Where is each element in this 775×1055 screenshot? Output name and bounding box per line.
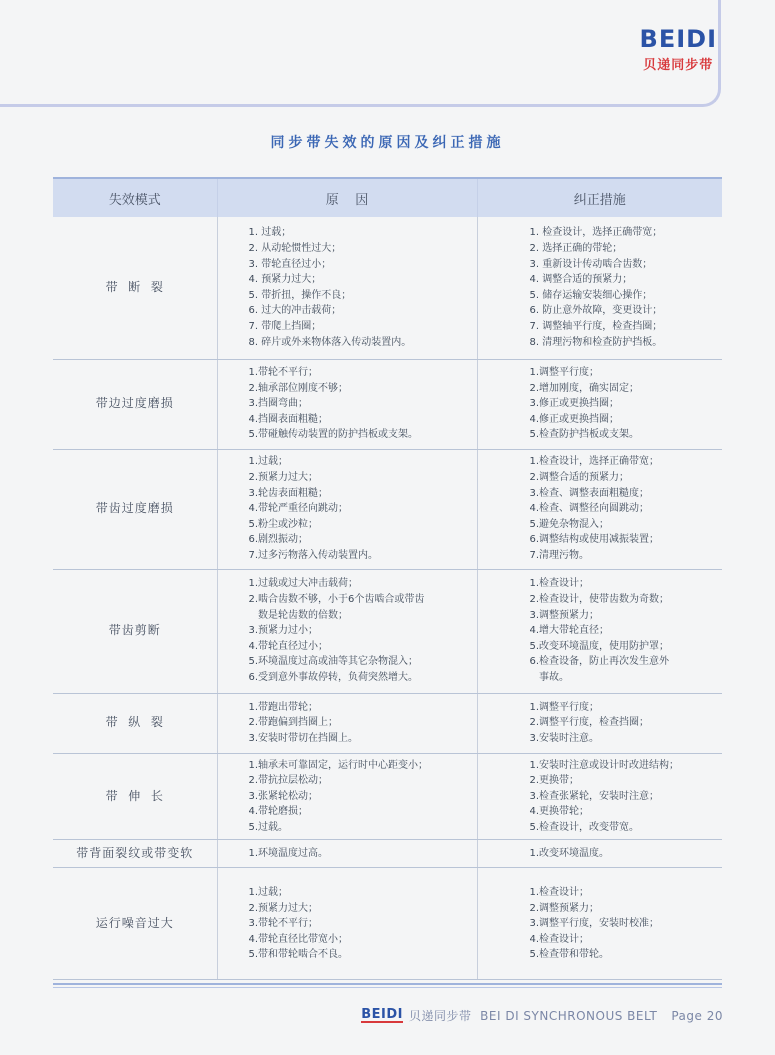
failure-mode-cell: 带 纵 裂 [53, 693, 217, 753]
failure-table-container [53, 177, 722, 985]
failure-table [53, 179, 722, 980]
page-footer [361, 1007, 723, 1024]
header-cause: 原 因 [217, 179, 477, 217]
correction-item: 4.修正或更换挡圈； [529, 413, 620, 425]
table-row [53, 693, 722, 753]
table-row [53, 359, 722, 449]
correction-item: 5.检查防护挡板或支架。 [529, 429, 640, 441]
failure-mode-cell: 带齿过度磨损 [53, 449, 217, 569]
cause-item: 4.带轮直径比带宽小； [248, 933, 349, 945]
cause-item: 1.过载或过大冲击载荷； [248, 578, 359, 590]
cause-item: 7. 带爬上挡圈； [248, 320, 322, 332]
correction-item: 事故。 [529, 671, 570, 683]
cause-item: 3.轮齿表面粗糙； [248, 487, 329, 499]
cause-item: 4.带轮直径过小； [248, 640, 329, 652]
cause-item: 4. 预紧力过大； [248, 274, 322, 286]
table-row [53, 753, 722, 840]
cause-item: 1.过载； [248, 886, 289, 898]
cause-item: 1.带跑出带轮； [248, 701, 319, 713]
correction-cell [477, 840, 722, 868]
correction-item: 2.调整预紧力； [529, 902, 600, 914]
cause-item: 2.轴承部位刚度不够； [248, 382, 349, 394]
cause-item: 2.带抗拉层松动； [248, 775, 329, 787]
correction-item: 1.安装时注意或设计时改进结构； [529, 759, 680, 771]
failure-mode-cell: 带背面裂纹或带变软 [53, 840, 217, 868]
table-row [53, 868, 722, 980]
header-frame [0, 0, 721, 107]
correction-item: 1.检查设计； [529, 578, 590, 590]
cause-item: 1.带轮不平行； [248, 367, 319, 379]
cause-item: 3.张紧轮松动； [248, 790, 319, 802]
correction-item: 1.调整平行度； [529, 701, 600, 713]
cause-item: 1.环境温度过高。 [248, 848, 329, 860]
cause-item: 5.带碰触传动装置的防护挡板或支架。 [248, 429, 419, 441]
correction-item: 6.调整结构或使用减振装置； [529, 534, 660, 546]
cause-cell [217, 753, 477, 840]
cause-item: 8. 碎片或外来物体落入传动装置内。 [248, 336, 412, 348]
header-failure-mode: 失效模式 [53, 179, 217, 217]
correction-cell [477, 693, 722, 753]
cause-item: 2. 从动轮惯性过大； [248, 242, 342, 254]
correction-item: 2.检查设计，使带齿数为奇数； [529, 594, 670, 606]
correction-cell [477, 359, 722, 449]
cause-item: 4.带轮磨损； [248, 806, 309, 818]
correction-item: 3.安装时注意。 [529, 732, 600, 744]
correction-item: 2.调整合适的预紧力； [529, 472, 630, 484]
correction-item: 5.检查设计，改变带宽。 [529, 821, 640, 833]
correction-item: 5.改变环境温度，使用防护罩； [529, 640, 670, 652]
failure-mode-cell: 带 伸 长 [53, 753, 217, 840]
page-title: 同步带失效的原因及纠正措施 [270, 135, 505, 151]
footer-logo: BEIDI [361, 1007, 404, 1022]
cause-item: 5.环境温度过高或油等其它杂物混入； [248, 656, 419, 668]
correction-item: 1.调整平行度； [529, 367, 600, 379]
table-header-row [53, 179, 722, 217]
cause-cell [217, 217, 477, 359]
correction-item: 3. 重新设计传动啮合齿数； [529, 258, 653, 270]
correction-item: 4.检查设计； [529, 933, 590, 945]
correction-cell [477, 569, 722, 693]
cause-item: 4.带轮严重径向跳动； [248, 503, 349, 515]
table-row [53, 449, 722, 569]
correction-item: 2. 选择正确的带轮； [529, 242, 623, 254]
cause-item: 1.过载； [248, 456, 289, 468]
cause-item: 3. 带轮直径过小； [248, 258, 332, 270]
cause-item: 6.剧烈振动； [248, 534, 309, 546]
correction-item: 1.改变环境温度。 [529, 848, 610, 860]
correction-item: 8. 清理污物和检查防护挡板。 [529, 336, 663, 348]
cause-item: 2.预紧力过大； [248, 902, 319, 914]
cause-item: 2.啮合齿数不够，小于6个齿啮合或带齿 [248, 594, 425, 606]
correction-item: 1.检查设计，选择正确带宽； [529, 456, 660, 468]
cause-item: 1.轴承未可靠固定，运行时中心距变小； [248, 759, 429, 771]
cause-item: 1. 过载； [248, 227, 292, 239]
correction-cell [477, 217, 722, 359]
cause-item: 5.粉尘或沙粒； [248, 518, 319, 530]
table-bottom-rule [53, 983, 722, 985]
cause-cell [217, 840, 477, 868]
correction-item: 4.增大带轮直径； [529, 625, 610, 637]
brand-logo [640, 26, 717, 73]
cause-cell [217, 359, 477, 449]
cause-cell [217, 449, 477, 569]
correction-item: 7.清理污物。 [529, 549, 590, 561]
correction-item: 2.调整平行度，检查挡圈； [529, 717, 650, 729]
correction-cell [477, 868, 722, 980]
failure-mode-cell: 运行噪音过大 [53, 868, 217, 980]
table-bottom-rule-thin [53, 987, 722, 988]
cause-item: 3.安装时带切在挡圈上。 [248, 732, 359, 744]
cause-cell [217, 569, 477, 693]
correction-cell [477, 449, 722, 569]
correction-item: 5.检查带和带轮。 [529, 949, 610, 961]
cause-item: 5. 带折扭，操作不良； [248, 289, 352, 301]
cause-item: 6. 过大的冲击载荷； [248, 305, 342, 317]
cause-item: 3.带轮不平行； [248, 918, 319, 930]
correction-cell [477, 753, 722, 840]
correction-item: 7. 调整轴平行度，检查挡圈； [529, 320, 663, 332]
correction-item: 4. 调整合适的预紧力； [529, 274, 633, 286]
correction-item: 3.检查张紧轮，安装时注意； [529, 790, 660, 802]
cause-item: 数是轮齿数的倍数； [248, 609, 349, 621]
failure-mode-cell: 带边过度磨损 [53, 359, 217, 449]
logo-subtitle: 贝递同步带 [643, 58, 714, 73]
cause-cell [217, 693, 477, 753]
correction-item: 5.避免杂物混入； [529, 518, 610, 530]
logo-wordmark: BEIDI [639, 25, 717, 53]
correction-item: 3.调整平行度，安装时校准； [529, 918, 660, 930]
failure-mode-cell: 带齿剪断 [53, 569, 217, 693]
table-row [53, 217, 722, 359]
correction-item: 4.更换带轮； [529, 806, 590, 818]
correction-item: 3.检查、调整表面粗糙度； [529, 487, 650, 499]
correction-item: 2.增加刚度，确实固定； [529, 382, 640, 394]
cause-item: 5.过载。 [248, 821, 289, 833]
correction-item: 2.更换带； [529, 775, 580, 787]
cause-item: 7.过多污物落入传动装置内。 [248, 549, 379, 561]
page-number: Page 20 [671, 1008, 723, 1023]
cause-item: 2.预紧力过大； [248, 472, 319, 484]
correction-item: 5. 储存运输安装细心操作； [529, 289, 653, 301]
cause-item: 5.带和带轮啮合不良。 [248, 949, 349, 961]
correction-item: 6. 防止意外故障，变更设计； [529, 305, 663, 317]
footer-text: 贝递同步带 BEI DI SYNCHRONOUS BELT [409, 1009, 658, 1023]
correction-item: 6.检查设备，防止再次发生意外 [529, 656, 670, 668]
cause-item: 2.带跑偏到挡圈上； [248, 717, 339, 729]
cause-item: 3.预紧力过小； [248, 625, 319, 637]
table-row [53, 569, 722, 693]
correction-item: 3.调整预紧力； [529, 609, 600, 621]
failure-mode-cell: 带 断 裂 [53, 217, 217, 359]
cause-item: 4.挡圈表面粗糙； [248, 413, 329, 425]
table-row [53, 840, 722, 868]
correction-item: 1.检查设计； [529, 886, 590, 898]
cause-item: 3.挡圈弯曲； [248, 398, 309, 410]
correction-item: 4.检查、调整径向圆跳动； [529, 503, 650, 515]
cause-item: 6.受到意外事故停转，负荷突然增大。 [248, 671, 419, 683]
header-correction: 纠正措施 [477, 179, 722, 217]
correction-item: 1. 检查设计，选择正确带宽； [529, 227, 663, 239]
correction-item: 3.修正或更换挡圈； [529, 398, 620, 410]
cause-cell [217, 868, 477, 980]
